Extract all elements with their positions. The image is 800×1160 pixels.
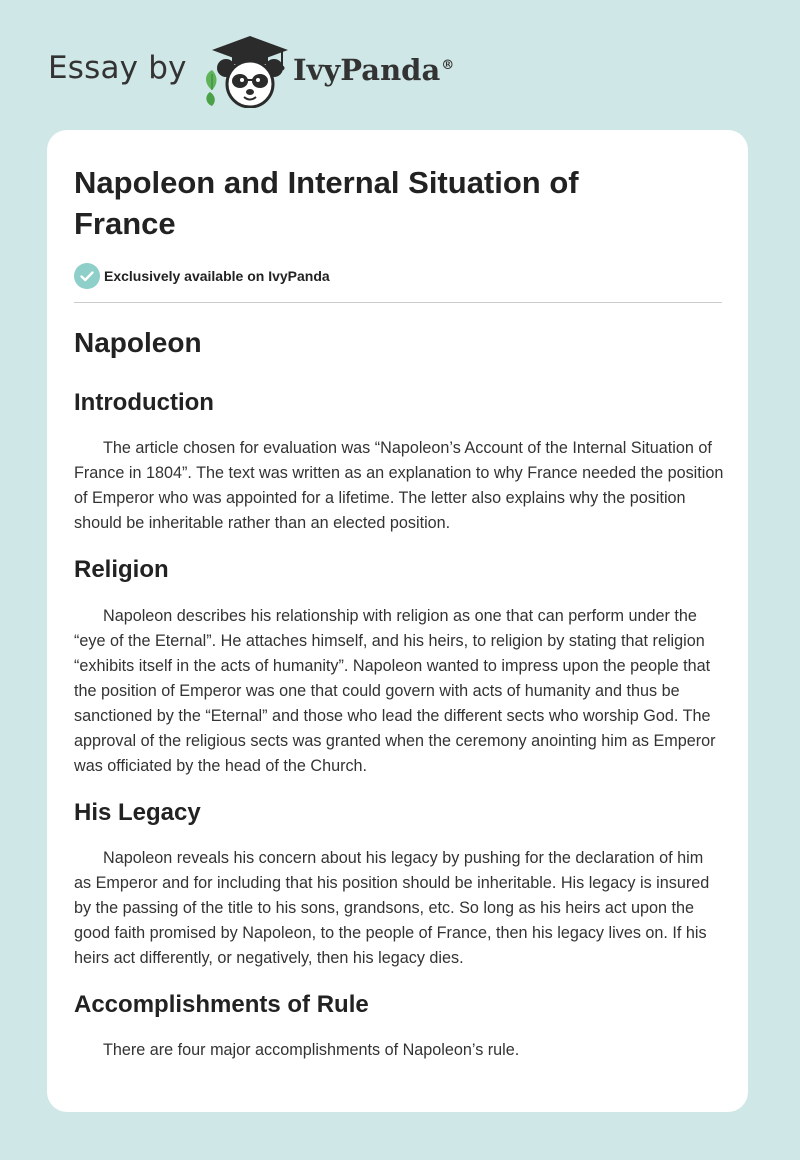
site-header (0, 0, 800, 130)
section-heading-legacy: His Legacy (74, 799, 201, 826)
panda-logo-icon[interactable] (198, 34, 290, 108)
exclusive-badge (74, 263, 330, 289)
article-card (47, 130, 748, 1112)
section-paragraph-religion: Napoleon describes his relationship with religion as one that can perform under the “eye of the Eternal”. He attaches himself, and his heirs, to religion by stating that religion “exhibits itself in the acts of humanity”. Napoleon wanted to impress upon the people that the position of Emperor was one that could govern with acts of humanity and thus be sanctioned by the “Eternal” and those who lead the different sects who worship God. The approval of the religious sects was granted when the ceremony anointing him as Emperor was officiated by the head of the Church. (74, 607, 716, 775)
section-paragraph-introduction: The article chosen for evaluation was “Napoleon’s Account of the Internal Situation of France in 1804”. The text was written as an explanation to why France needed the position of Emperor who was appointed for a lifetime. The letter also explains why the position should be inheritable rather than an elected position. (74, 439, 724, 532)
section-paragraph-legacy: Napoleon reveals his concern about his legacy by pushing for the declaration of him as Emperor and for including that his position should be inheritable. His legacy is insured by the passing of the title to his sons, grandsons, etc. So long as his heirs act upon the good faith promised by Napoleon, to the people of France, then his legacy lives on. If his heirs act differently, or negatively, then his legacy dies. (74, 849, 710, 967)
essay-by-label: Essay by (48, 50, 187, 86)
badge-label: Exclusively available on IvyPanda (104, 268, 330, 284)
divider (74, 302, 722, 303)
section-heading-religion: Religion (74, 556, 169, 583)
article-title: Napoleon and Internal Situation of France (74, 165, 579, 241)
section-paragraph-accomplishments: There are four major accomplishments of Napoleon’s rule. (103, 1041, 520, 1059)
section-heading-introduction: Introduction (74, 389, 214, 416)
check-circle-icon (74, 263, 100, 289)
brand-name[interactable]: IvyPanda® (293, 53, 455, 87)
main-heading: Napoleon (74, 327, 202, 358)
registered-mark: ® (441, 58, 455, 74)
section-heading-accomplishments: Accomplishments of Rule (74, 991, 369, 1018)
